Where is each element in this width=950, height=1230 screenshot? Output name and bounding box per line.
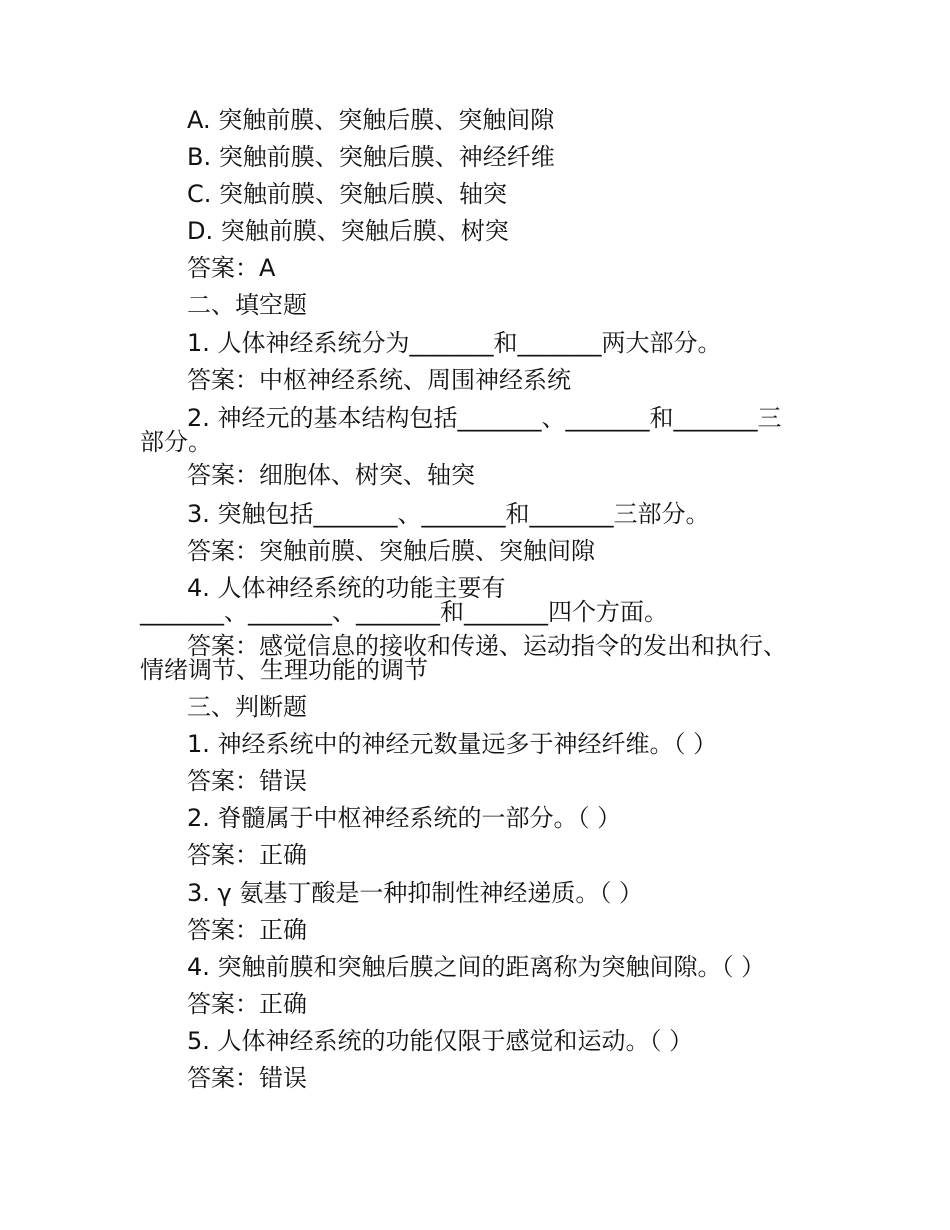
tf-answer-1: 答案：错误 (187, 767, 307, 795)
fill-answer-1: 答案：中枢神经系统、周围神经系统 (187, 366, 571, 394)
choice-answer: 答案：A (187, 254, 276, 282)
fill-question-3: 3. 突触包括_______、_______和_______三部分。 (187, 500, 710, 528)
tf-question-1: 1. 神经系统中的神经元数量远多于神经纤维。（ ） (187, 730, 718, 758)
tf-answer-4: 答案：正确 (187, 990, 307, 1018)
choice-option-d: D. 突触前膜、突触后膜、树突 (187, 217, 509, 245)
fill-question-1: 1. 人体神经系统分为_______和_______两大部分。 (187, 329, 722, 357)
tf-question-2: 2. 脊髓属于中枢神经系统的一部分。（ ） (187, 804, 622, 832)
tf-question-4: 4. 突触前膜和突触后膜之间的距离称为突触间隙。（ ） (187, 953, 766, 981)
fill-question-4-line-2: _______、_______、_______和_______四个方面。 (140, 598, 668, 626)
fill-answer-4-line-2: 情绪调节、生理功能的调节 (140, 656, 428, 684)
fill-question-4-line-1: 4. 人体神经系统的功能主要有 (187, 574, 506, 602)
choice-option-c: C. 突触前膜、突触后膜、轴突 (187, 180, 508, 208)
fill-answer-2: 答案：细胞体、树突、轴突 (187, 461, 475, 489)
tf-question-3: 3. γ 氨基丁酸是一种抑制性神经递质。（ ） (187, 879, 643, 907)
fill-question-2 (140, 406, 830, 454)
fill-answer-3: 答案：突触前膜、突触后膜、突触间隙 (187, 537, 595, 565)
fill-question-4 (140, 576, 830, 624)
tf-answer-3: 答案：正确 (187, 916, 307, 944)
section-heading-fill-blank: 二、填空题 (187, 291, 307, 319)
section-heading-true-false: 三、判断题 (187, 693, 307, 721)
fill-question-2-line-1: 2. 神经元的基本结构包括_______、_______和_______三 (187, 404, 782, 432)
tf-answer-2: 答案：正确 (187, 841, 307, 869)
choice-option-a: A. 突触前膜、突触后膜、突触间隙 (187, 106, 555, 134)
tf-answer-5: 答案：错误 (187, 1064, 307, 1092)
tf-question-5: 5. 人体神经系统的功能仅限于感觉和运动。（ ） (187, 1027, 694, 1055)
choice-option-b: B. 突触前膜、突触后膜、神经纤维 (187, 143, 555, 171)
fill-question-2-line-2: 部分。 (140, 428, 212, 456)
fill-answer-4 (140, 634, 830, 682)
fill-answer-4-line-1: 答案：感觉信息的接收和传递、运动指令的发出和执行、 (187, 632, 787, 660)
